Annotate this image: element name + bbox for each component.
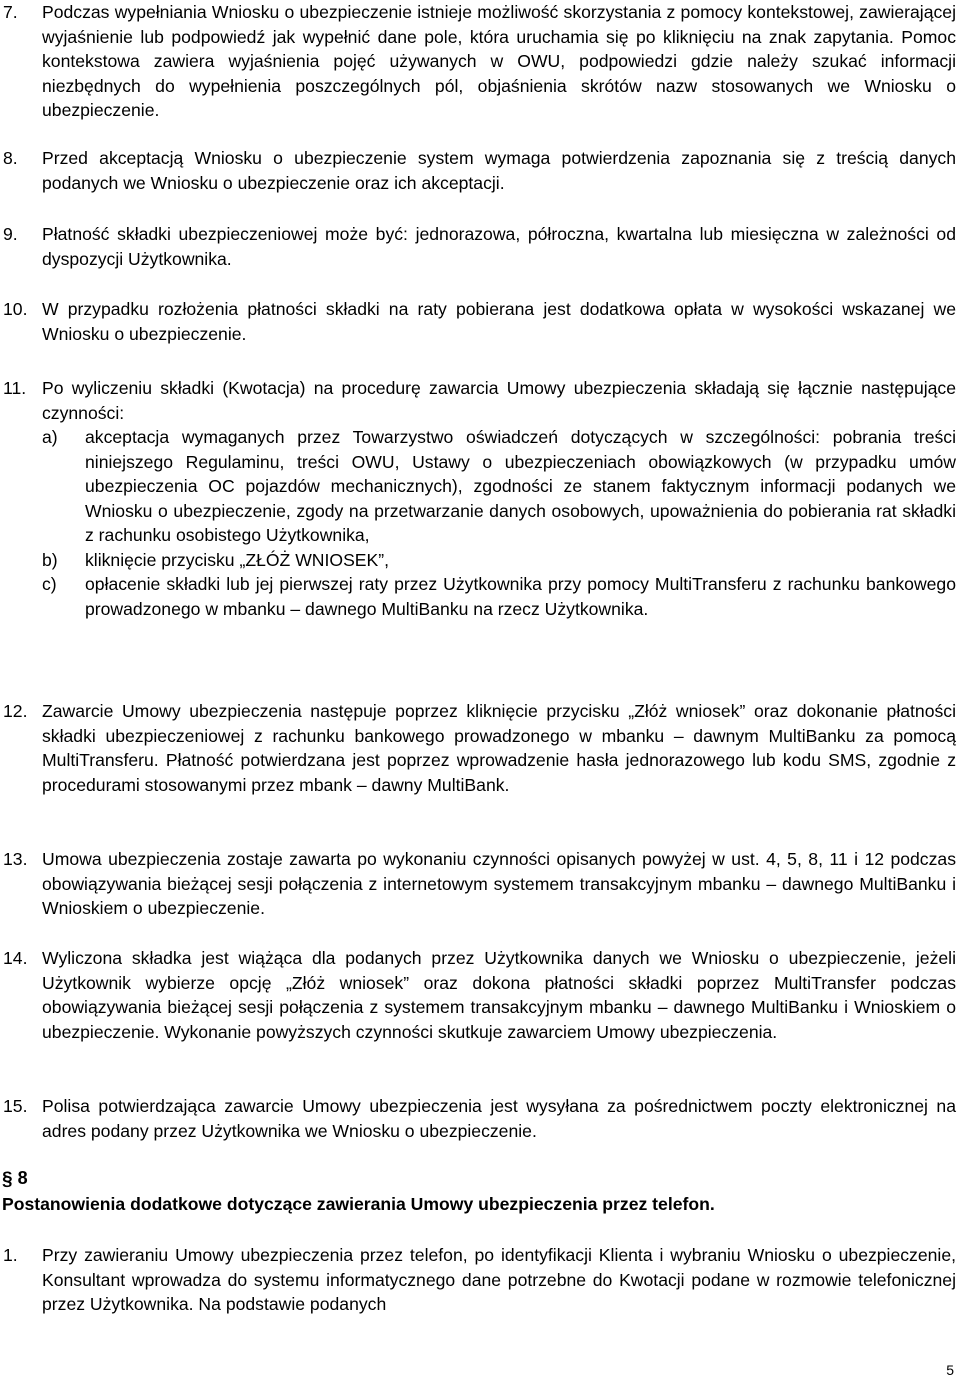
paragraph-12 <box>0 699 956 797</box>
sub-item-b <box>42 548 956 573</box>
paragraph-15 <box>0 1094 956 1143</box>
sub-item-text: akceptacja wymaganych przez Towarzystwo oświadczeń dotyczących w szczególności: pobrania treści niniejszego Regulaminu, treści OWU, Ustawy o ubezpieczeniach obowiązkowych (w przypadku umów ubezpieczenia OC pojazdów mechanicznych), zgodności ze stanem faktycznym informacji podanych we Wniosku o ubezpieczenie, zgody na przetwarzanie danych osobowych, upoważnienia do pobierania rat składki z rachunku osobistego Użytkownika, <box>85 427 956 545</box>
paragraph-text: Zawarcie Umowy ubezpieczenia następuje poprzez kliknięcie przycisku „Złóż wniosek” oraz dokonanie płatności składki ubezpieczeniowej z rachunku bankowego prowadzonego w mbanku – dawnym MultiBanku za pomocą MultiTransferu. Płatność potwierdzana jest poprzez wprowadzenie hasła jednorazowego lub kodu SMS, zgodnie z procedurami stosowanymi przez mbank – dawny MultiBank. <box>42 701 956 795</box>
paragraph-number: 8. <box>3 148 18 168</box>
paragraph-9 <box>0 222 956 271</box>
paragraph-number: 7. <box>3 2 18 22</box>
paragraph-11 <box>0 376 956 621</box>
paragraph-text: Przy zawieraniu Umowy ubezpieczenia przez telefon, po identyfikacji Klienta i wybraniu Wniosku o ubezpieczenie, Konsultant wprowadza do systemu informatycznego dane potrzebne do Kwotacji podane w rozmowie telefonicznej przez Użytkownika. Na podstawie podanych <box>42 1245 956 1314</box>
paragraph-number: 10. <box>3 299 28 319</box>
paragraph-text: Umowa ubezpieczenia zostaje zawarta po wykonaniu czynności opisanych powyżej w ust. 4, 5, 8, 11 i 12 podczas obowiązywania bieżącej sesji połączenia z internetowym systemem transakcyjnym mbanku – dawnego MultiBanku i Wnioskiem o ubezpieczenie. <box>42 849 956 918</box>
paragraph-14 <box>0 946 956 1044</box>
paragraph-number: 12. <box>3 701 28 721</box>
sub-item-c <box>42 572 956 621</box>
paragraph-13 <box>0 847 956 921</box>
paragraph-number: 15. <box>3 1096 28 1116</box>
section-title: Postanowienia dodatkowe dotyczące zawierania Umowy ubezpieczenia przez telefon. <box>2 1194 715 1214</box>
paragraph-number: 1. <box>3 1245 18 1265</box>
sub-item-label: a) <box>42 427 58 447</box>
sub-item-a <box>42 425 956 548</box>
paragraph-number: 14. <box>3 948 28 968</box>
section-number <box>2 1166 28 1192</box>
sub-item-label: c) <box>42 574 57 594</box>
paragraph-number: 11. <box>3 378 27 398</box>
section-number-value: 8 <box>17 1168 28 1188</box>
section-symbol: § <box>2 1169 13 1190</box>
paragraph-10 <box>0 297 956 346</box>
paragraph-text: Płatność składki ubezpieczeniowej może być: jednorazowa, półroczna, kwartalna lub miesięczna w zależności od dyspozycji Użytkownika. <box>42 224 956 269</box>
paragraph-number: 13. <box>3 849 28 869</box>
paragraph-number: 9. <box>3 224 18 244</box>
paragraph-7 <box>0 0 956 123</box>
paragraph-text: Po wyliczeniu składki (Kwotacja) na procedurę zawarcia Umowy ubezpieczenia składają się łącznie następujące czynności: <box>42 378 956 423</box>
sub-item-label: b) <box>42 549 58 570</box>
paragraph-text: Podczas wypełniania Wniosku o ubezpieczenie istnieje możliwość skorzystania z pomocy kontekstowej, zawierającej wyjaśnienie lub podpowiedź jak wypełnić dane pole, która uruchamia się po kliknięciu na znak zapytania. Pomoc kontekstowa zawiera wyjaśnienia pojęć używanych w OWU, podpowiedzi gdzie należy szukać informacji niezbędnych do wypełnienia poszczególnych pól, objaśnienia skrótów nazw stosowanych we Wniosku o ubezpieczenie. <box>42 2 956 120</box>
paragraph-text: W przypadku rozłożenia płatności składki na raty pobierana jest dodatkowa opłata w wysokości wskazanej we Wniosku o ubezpieczenie. <box>42 299 956 344</box>
page-number: 5 <box>946 1362 954 1378</box>
section-paragraph-1 <box>0 1243 956 1317</box>
paragraph-8 <box>0 146 956 195</box>
paragraph-text: Wyliczona składka jest wiążąca dla podanych przez Użytkownika danych we Wniosku o ubezpieczenie, jeżeli Użytkownik wybierze opcję „Złóż wniosek” oraz dokona płatności składki poprzez MultiTransfer podczas obowiązywania bieżącej sesji połączenia z systemem transakcyjnym mbanku – dawnego MultiBanku i Wnioskiem o ubezpieczenie. Wykonanie powyższych czynności skutkuje zawarciem Umowy ubezpieczenia. <box>42 948 956 1042</box>
sub-item-text: opłacenie składki lub jej pierwszej raty przez Użytkownika przy pomocy MultiTransferu z rachunku bankowego prowadzonego w mbanku – dawnego MultiBanku na rzecz Użytkownika. <box>85 574 956 619</box>
sub-item-text: kliknięcie przycisku „ZŁÓŻ WNIOSEK”, <box>85 549 390 570</box>
paragraph-text: Przed akceptacją Wniosku o ubezpieczenie system wymaga potwierdzenia zapoznania się z treścią danych podanych we Wniosku o ubezpieczenie oraz ich akceptacji. <box>42 148 956 193</box>
paragraph-text: Polisa potwierdzająca zawarcie Umowy ubezpieczenia jest wysyłana za pośrednictwem poczty elektronicznej na adres podany przez Użytkownika we Wniosku o ubezpieczenie. <box>42 1096 956 1141</box>
